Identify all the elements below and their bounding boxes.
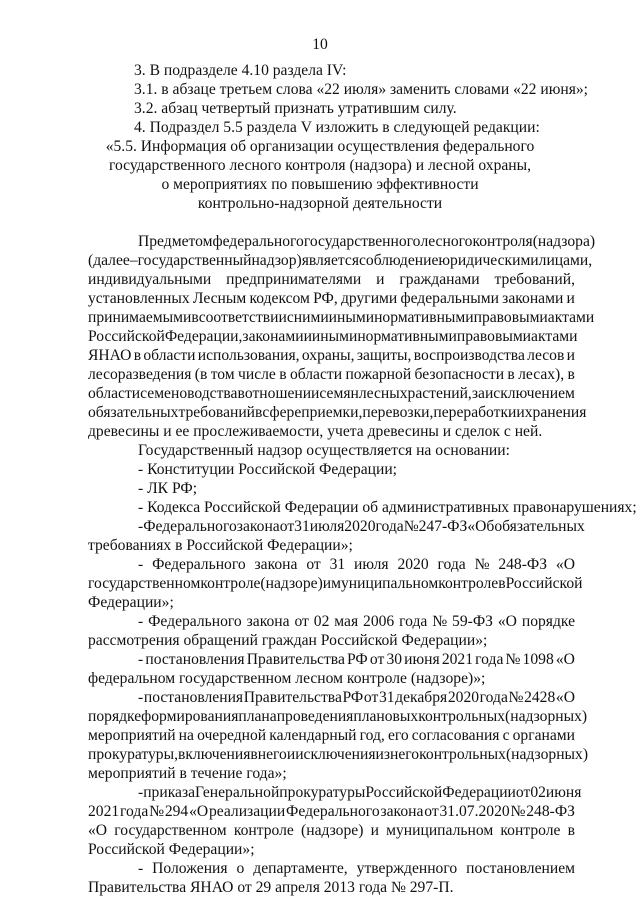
word: в: [507, 366, 515, 383]
word: правовыми: [473, 309, 548, 326]
word: от: [424, 803, 439, 820]
word: в: [255, 404, 263, 421]
word: принимаемыми: [88, 309, 192, 326]
word: 02: [313, 613, 330, 630]
page-number: 10: [312, 36, 328, 53]
word: хранения: [524, 404, 587, 421]
section-title-line: о мероприятиях по повышению эффективности: [161, 176, 479, 193]
word: ними: [293, 309, 329, 326]
word: РФ: [347, 651, 368, 668]
word: области: [289, 366, 343, 383]
amendment-item-3-1: 3.1. в абзаце третьем слова «22 июля» заменить словами «22 июня»;: [134, 81, 589, 98]
word: с: [502, 727, 510, 744]
word: сфере: [262, 404, 302, 421]
word: в: [191, 309, 199, 326]
paragraph-line: [88, 328, 578, 347]
word: –: [129, 252, 138, 269]
word: и: [286, 746, 296, 763]
basis-item-cont: мероприятий в течение года»;: [88, 765, 287, 782]
word: лесного: [420, 233, 473, 250]
section-title-line: государственного лесного контроля (надзора) и лесной охраны,: [108, 157, 532, 174]
word: соблюдение: [359, 252, 439, 269]
word: индивидуальными: [88, 271, 212, 288]
word: Правительства: [243, 689, 342, 706]
word: контрольных: [419, 746, 506, 763]
word: постановления: [143, 689, 244, 706]
word: 2020: [344, 518, 376, 535]
word: 1098: [522, 651, 554, 668]
word: требований: [178, 404, 256, 421]
word: РФ: [342, 689, 364, 706]
word: от: [515, 784, 531, 801]
paragraph-line: [88, 309, 595, 328]
word: Правительства: [246, 651, 345, 668]
word: и: [303, 328, 312, 345]
basis-item-cont: [88, 746, 589, 765]
word: Федерального: [286, 803, 380, 820]
word: прокуратуры: [279, 784, 366, 801]
word: государственный: [137, 252, 252, 269]
word: №: [508, 689, 524, 706]
word: приемки,: [301, 404, 363, 421]
word: постановлением: [466, 860, 575, 877]
word: года: [437, 556, 466, 573]
word: -: [138, 860, 144, 877]
word: том: [210, 366, 235, 383]
word: 2428: [524, 689, 556, 706]
word: №: [403, 518, 419, 535]
word: и: [566, 290, 575, 307]
word: года: [120, 803, 149, 820]
paragraph-line: [88, 271, 575, 290]
word: защиты,: [356, 347, 412, 364]
word: исключением: [484, 385, 575, 402]
word: установленных: [88, 290, 190, 307]
word: -: [138, 689, 144, 706]
word: плана: [238, 708, 277, 725]
word: государственного: [303, 233, 421, 250]
word: за: [471, 385, 485, 402]
word: прокуратуры,: [88, 746, 178, 763]
word: 247-ФЗ: [418, 518, 468, 535]
word: 248-ФЗ: [498, 556, 548, 573]
word: является: [301, 252, 359, 269]
word: иными: [328, 309, 375, 326]
word: в: [279, 366, 287, 383]
word: постановления: [145, 651, 245, 668]
word: «О: [555, 556, 575, 573]
word: 2020: [447, 689, 480, 706]
word: (надзора): [532, 233, 596, 250]
word: обязательных: [88, 404, 179, 421]
word: июля: [309, 518, 345, 535]
word: года: [475, 651, 504, 668]
word: 31: [378, 689, 395, 706]
basis-item: - Кодекса Российской Федерации об административных правонарушениях;: [138, 499, 637, 516]
word: Федерального: [148, 613, 242, 630]
word: контрольных: [418, 708, 506, 725]
word: воспроизводства: [413, 347, 525, 364]
paragraph-line: [138, 233, 596, 252]
word: -: [138, 613, 144, 630]
word: нормативными: [374, 309, 474, 326]
basis-item: - Конституции Российской Федерации;: [138, 461, 398, 478]
word: год,: [359, 727, 385, 744]
word: приказа: [143, 784, 196, 801]
word: требований,: [494, 271, 575, 288]
word: иными: [311, 328, 358, 345]
word: с: [286, 309, 294, 326]
word: переработки: [433, 404, 517, 421]
word: Положения: [152, 860, 228, 877]
word: формирования: [141, 708, 239, 725]
word: Российской: [505, 575, 583, 592]
word: года: [375, 518, 404, 535]
word: Генеральной: [195, 784, 280, 801]
basis-item-cont: федеральном государственном лесном контроле (надзоре)»;: [88, 670, 486, 687]
paragraph-line: [88, 347, 575, 366]
basis-item: [138, 651, 575, 670]
basis-item-cont: [88, 822, 575, 841]
word: 248-ФЗ: [526, 803, 575, 820]
word: муниципальном: [386, 822, 494, 839]
word: правовыми: [456, 328, 532, 345]
word: контроле: [233, 822, 294, 839]
word: закона: [254, 556, 298, 573]
basis-item-cont: Федерации»;: [88, 594, 174, 611]
basis-item: [138, 689, 575, 708]
word: от: [369, 651, 385, 668]
word: кодексом: [249, 290, 310, 307]
word: -: [138, 651, 144, 668]
word: контроле: [438, 575, 499, 592]
word: и: [566, 347, 575, 364]
word: Федерации: [442, 784, 516, 801]
word: законами: [502, 290, 564, 307]
word: 2020: [397, 556, 429, 573]
word: июня: [545, 784, 582, 801]
word: 294: [164, 803, 189, 820]
word: от: [363, 689, 379, 706]
word: «О: [189, 803, 209, 820]
word: «О: [497, 613, 517, 630]
basis-item-cont: рассмотрения обращений граждан Российской Федерации»;: [88, 632, 488, 649]
word: лесоразведения: [88, 366, 192, 383]
basis-item-cont: [88, 727, 575, 746]
word: безопасности: [414, 366, 505, 383]
word: обязательных: [494, 518, 585, 535]
word: ЯНАО: [88, 347, 132, 364]
word: государственном: [88, 575, 201, 592]
word: федеральными: [400, 290, 499, 307]
word: предпринимателями: [226, 271, 362, 288]
word: в: [250, 746, 258, 763]
word: его: [387, 727, 409, 744]
paragraph-line: [88, 404, 587, 423]
paragraph-line: [88, 385, 575, 404]
word: от: [279, 518, 295, 535]
word: 2021: [88, 803, 120, 820]
word: Российской: [365, 784, 443, 801]
word: №: [505, 651, 521, 668]
word: (далее: [88, 252, 130, 269]
word: него: [257, 746, 287, 763]
word: «Об: [467, 518, 495, 535]
word: порядке: [521, 613, 575, 630]
basis-item-cont: требованиях в Российской Федерации»;: [88, 537, 353, 554]
basis-item-cont: [88, 708, 588, 727]
word: мая: [334, 613, 359, 630]
basis-item: [138, 784, 582, 803]
amendment-item-3-2: 3.2. абзац четвертый признать утратившим силу.: [134, 100, 457, 117]
word: утвержденного: [356, 860, 458, 877]
word: (надзоре): [260, 575, 323, 592]
word: актами: [547, 309, 595, 326]
word: плановых: [353, 708, 419, 725]
word: из: [375, 746, 391, 763]
word: Федерального: [152, 556, 246, 573]
word: №: [510, 803, 526, 820]
basis-item: - ЛК РФ;: [138, 480, 198, 497]
word: декабря: [395, 689, 448, 706]
word: Предметом: [138, 233, 213, 250]
word: на: [178, 727, 194, 744]
word: государственном: [114, 822, 227, 839]
word: гражданами: [399, 271, 480, 288]
word: (надзоре): [301, 822, 364, 839]
word: семеноводства: [140, 385, 238, 402]
basis-item: [138, 556, 575, 575]
word: области: [143, 347, 196, 364]
word: года: [399, 613, 428, 630]
word: (надзорных): [505, 746, 589, 763]
word: лесах),: [518, 366, 565, 383]
word: Лесным: [192, 290, 247, 307]
word: Российской: [88, 328, 165, 345]
word: контроле: [500, 822, 561, 839]
word: Федерального: [143, 518, 237, 535]
word: и: [516, 404, 525, 421]
word: него: [390, 746, 420, 763]
word: 2021: [441, 651, 474, 668]
word: пожарной: [345, 366, 412, 383]
word: очередной: [197, 727, 267, 744]
word: растений,: [407, 385, 472, 402]
word: календарный: [269, 727, 357, 744]
word: нормативными: [357, 328, 457, 345]
word: контроля: [472, 233, 533, 250]
word: включения: [177, 746, 251, 763]
word: использования,: [197, 347, 300, 364]
word: закона: [246, 613, 290, 630]
word: 31.07.2020: [439, 803, 510, 820]
word: и: [376, 271, 385, 288]
word: от: [306, 556, 321, 573]
word: июня: [404, 651, 440, 668]
word: в: [567, 366, 575, 383]
word: Федерации,: [164, 328, 243, 345]
word: актами: [531, 328, 578, 345]
word: -: [138, 784, 144, 801]
word: в: [133, 347, 142, 364]
word: «О: [88, 822, 108, 839]
word: -: [138, 518, 144, 535]
word: о: [236, 860, 245, 877]
paragraph-line: [88, 366, 575, 385]
section-title-line: «5.5. Информация об организации осуществления федерального: [105, 138, 535, 155]
word: 31: [329, 556, 346, 573]
word: (надзорных): [505, 708, 588, 725]
word: 30: [386, 651, 403, 668]
word: контроле: [200, 575, 261, 592]
word: проведения: [276, 708, 354, 725]
word: в: [567, 822, 575, 839]
word: порядке: [88, 708, 142, 725]
word: и: [370, 822, 379, 839]
word: от: [294, 613, 309, 630]
word: «О: [555, 689, 575, 706]
basis-item: [138, 518, 585, 537]
word: перевозки,: [362, 404, 434, 421]
word: соответствии: [198, 309, 287, 326]
word: реализации: [208, 803, 286, 820]
word: муниципальном: [331, 575, 439, 592]
basis-item-cont: Правительства ЯНАО от 29 апреля 2013 года № 297-П.: [88, 879, 454, 896]
word: 31: [294, 518, 310, 535]
amendment-item-3: 3. В подразделе 4.10 раздела IV:: [134, 62, 347, 79]
word: лесов: [527, 347, 565, 364]
word: 02: [530, 784, 546, 801]
word: другими: [340, 290, 398, 307]
basis-item-cont: [88, 575, 583, 594]
basis-item-cont: [88, 803, 575, 822]
word: закона: [236, 518, 280, 535]
word: №: [149, 803, 164, 820]
word: мероприятий: [88, 727, 176, 744]
word: отношении: [244, 385, 320, 402]
word: департаменте,: [253, 860, 348, 877]
word: в: [498, 575, 506, 592]
word: №: [432, 613, 448, 630]
word: семян: [319, 385, 359, 402]
basis-item: [138, 613, 575, 632]
word: охраны,: [301, 347, 355, 364]
word: федерального: [212, 233, 304, 250]
word: согласования: [411, 727, 500, 744]
word: №: [474, 556, 490, 573]
word: и: [322, 575, 332, 592]
amendment-item-4: 4. Подраздел 5.5 раздела V изложить в следующей редакции:: [134, 119, 540, 136]
word: числе: [238, 366, 276, 383]
word: 2006: [363, 613, 395, 630]
basis-intro: Государственный надзор осуществляется на основании:: [138, 442, 510, 459]
word: в: [237, 385, 245, 402]
word: юридическими: [438, 252, 539, 269]
word: года: [479, 689, 508, 706]
word: «О: [555, 651, 575, 668]
paragraph-line: древесины и ее прослеживаемости, учета древесины и сделок с ней.: [88, 423, 543, 440]
word: (в: [194, 366, 208, 383]
word: законами: [242, 328, 304, 345]
word: -: [138, 556, 144, 573]
word: надзор): [251, 252, 302, 269]
word: органами: [512, 727, 575, 744]
word: РФ,: [313, 290, 338, 307]
section-title-line: контрольно-надзорной деятельности: [197, 195, 443, 212]
word: июля: [354, 556, 389, 573]
word: закона: [380, 803, 424, 820]
word: лицами,: [538, 252, 593, 269]
basis-item: [138, 860, 575, 879]
word: исключения: [295, 746, 376, 763]
paragraph-line: [88, 252, 593, 271]
word: области: [88, 385, 141, 402]
basis-item-cont: Российской Федерации»;: [88, 841, 255, 858]
word: лесных: [358, 385, 408, 402]
paragraph-line: [88, 290, 575, 309]
word: 59-ФЗ: [452, 613, 493, 630]
